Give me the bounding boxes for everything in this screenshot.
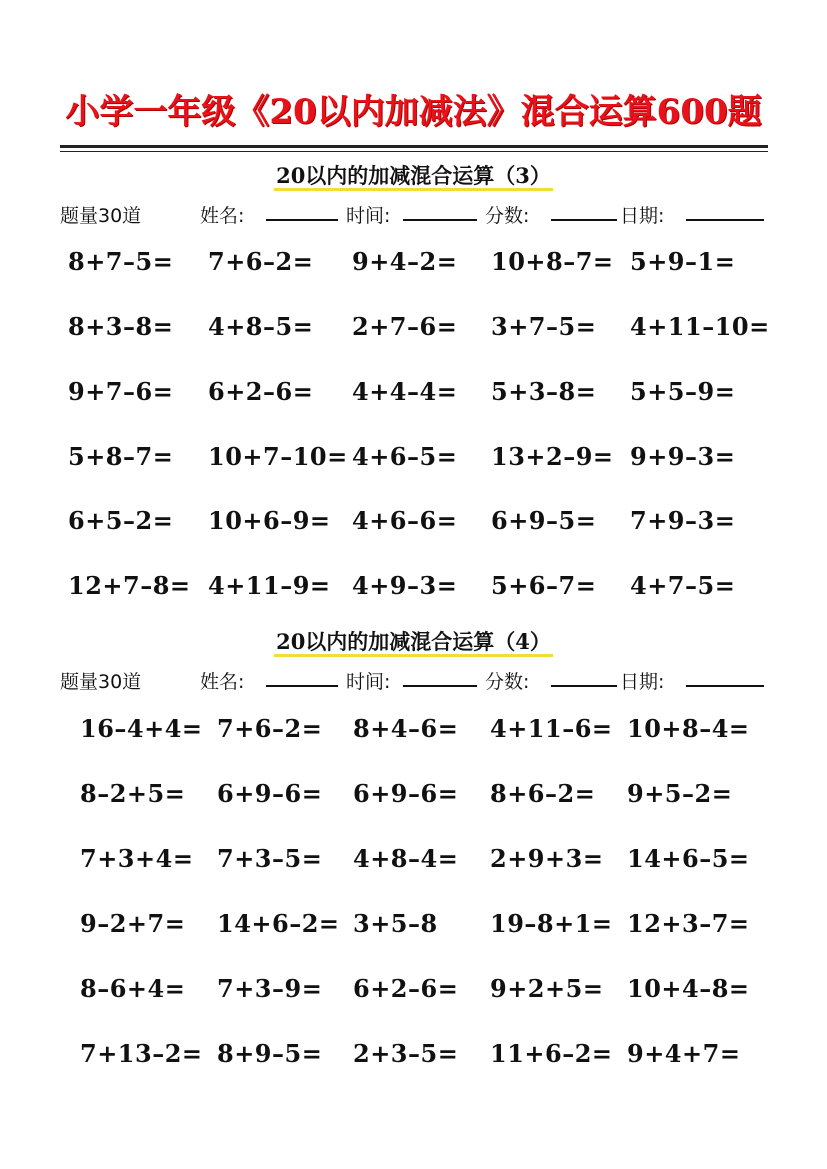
problem: 8+7–5= [68,247,174,276]
section-heading-text: 20以内的加减混合运算（3） [274,163,553,191]
problem: 2+7–6= [352,312,458,341]
problem: 8+3–8= [68,312,174,341]
name-label: 姓名: [200,671,245,693]
problem: 8+6–2= [490,779,596,808]
name-field[interactable] [266,201,338,221]
problem: 11+6–2= [490,1039,613,1068]
question-count: 题量30道 [60,205,142,227]
problem: 9+2+5= [490,974,604,1003]
problem: 4+4–4= [352,377,458,406]
time-label: 时间: [346,205,391,227]
problem: 4+11–9= [208,571,331,600]
problem: 8+9–5= [217,1039,323,1068]
problem: 4+8–5= [208,312,314,341]
problem: 9+4+7= [627,1039,741,1068]
problem: 9+7–6= [68,377,174,406]
problem-row [0,506,827,536]
problem: 10+8–7= [491,247,614,276]
date-field[interactable] [686,667,764,687]
problem-row [0,779,827,809]
problem: 10+8–4= [627,714,750,743]
date-field[interactable] [686,201,764,221]
problem: 10+6–9= [208,506,331,535]
time-label: 时间: [346,671,391,693]
date-label: 日期: [620,205,665,227]
problem: 6+2–6= [353,974,459,1003]
problem: 12+3–7= [627,909,750,938]
problem: 9–2+7= [80,909,186,938]
problem: 7+6–2= [217,714,323,743]
page-title: 小学一年级《20以内加减法》混合运算600题 [65,92,762,132]
problem: 7+3–5= [217,844,323,873]
problem: 3+7–5= [491,312,597,341]
problem: 9+9–3= [630,442,736,471]
title-rule-thick [60,145,768,148]
problem: 4+11–10= [630,312,770,341]
problem: 4+6–5= [352,442,458,471]
section-heading-text: 20以内的加减混合运算（4） [274,629,553,657]
problem: 8–6+4= [80,974,186,1003]
problem: 4+11–6= [490,714,613,743]
problem: 7+13–2= [80,1039,203,1068]
problem: 5+9–1= [630,247,736,276]
problem: 6+5–2= [68,506,174,535]
problem: 2+9+3= [490,844,604,873]
problem-row [0,1039,827,1069]
problem: 5+5–9= [630,377,736,406]
problem: 7+9–3= [630,506,736,535]
problem-row [0,909,827,939]
problem: 12+7–8= [68,571,191,600]
score-label: 分数: [485,671,530,693]
problem: 6+9–6= [353,779,459,808]
problem: 9+5–2= [627,779,733,808]
problem: 5+8–7= [68,442,174,471]
problem-row [0,974,827,1004]
section-heading [0,626,827,656]
problem: 8–2+5= [80,779,186,808]
problem: 8+4–6= [353,714,459,743]
problem: 10+4–8= [627,974,750,1003]
problem: 3+5–8 [353,909,438,938]
score-field[interactable] [551,667,617,687]
problem: 4+9–3= [352,571,458,600]
problem: 19–8+1= [490,909,613,938]
problem: 7+6–2= [208,247,314,276]
question-count: 题量30道 [60,671,142,693]
problem-row [0,377,827,407]
problem: 2+3–5= [353,1039,459,1068]
problem: 6+9–6= [217,779,323,808]
problem-row [0,247,827,277]
problem-row [0,571,827,601]
problem: 4+6–6= [352,506,458,535]
time-field[interactable] [403,667,477,687]
problem: 5+3–8= [491,377,597,406]
problem: 13+2–9= [491,442,614,471]
problem-row [0,442,827,472]
section-heading [0,160,827,190]
score-label: 分数: [485,205,530,227]
name-label: 姓名: [200,205,245,227]
problem: 6+9–5= [491,506,597,535]
name-field[interactable] [266,667,338,687]
time-field[interactable] [403,201,477,221]
problem: 10+7–10= [208,442,348,471]
problem-row [0,312,827,342]
problem-row [0,844,827,874]
score-field[interactable] [551,201,617,221]
problem: 14+6–5= [627,844,750,873]
problem: 4+8–4= [353,844,459,873]
problem: 9+4–2= [352,247,458,276]
problem-row [0,714,827,744]
problem: 4+7–5= [630,571,736,600]
problem: 6+2–6= [208,377,314,406]
problem: 5+6–7= [491,571,597,600]
problem: 16–4+4= [80,714,203,743]
problem: 7+3+4= [80,844,194,873]
date-label: 日期: [620,671,665,693]
problem: 7+3–9= [217,974,323,1003]
title-rule-thin [60,151,768,152]
problem: 14+6–2= [217,909,340,938]
